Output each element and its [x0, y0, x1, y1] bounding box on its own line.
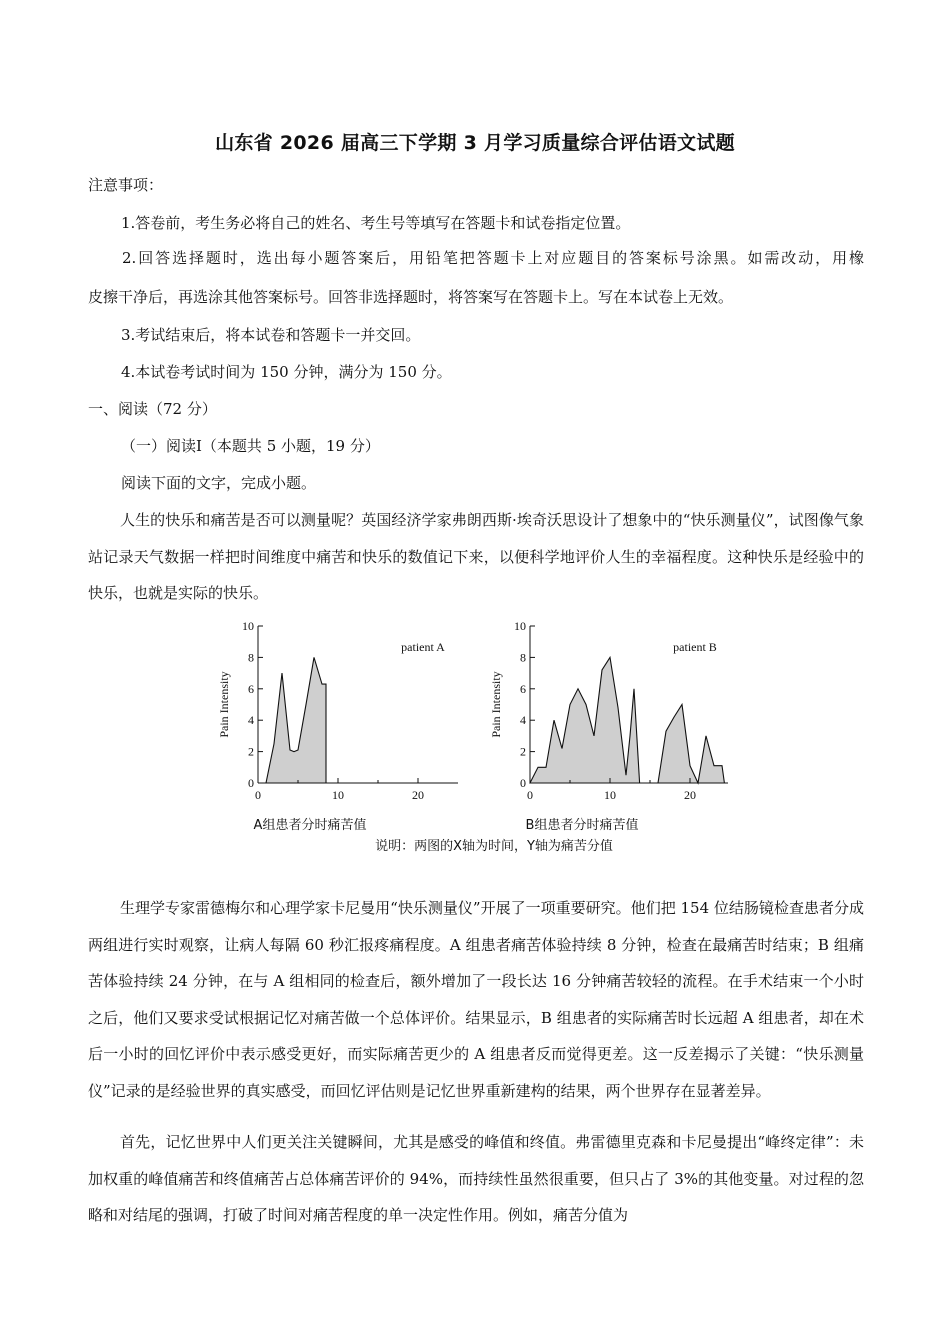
pain-figure	[200, 612, 760, 860]
chart-a-xtick-label: 10	[332, 788, 344, 802]
chart-a-ytick-label: 2	[248, 744, 254, 759]
notice-header: 注意事项：	[88, 176, 164, 194]
chart-a-xtick-label: 20	[412, 788, 424, 802]
chart-b-ytick-label: 6	[520, 681, 526, 696]
chart-a-xlabel: A组患者分时痛苦值	[253, 818, 367, 833]
chart-a-title: patient A	[401, 640, 445, 654]
notice-2-line-2: 皮擦干净后，再选涂其他答案标号。回答非选择题时，将答案写在答题卡上。写在本试卷上无效。	[88, 288, 734, 306]
chart-a-area	[266, 657, 326, 783]
chart-b-xtick-label: 20	[684, 788, 696, 802]
chart-b-ytick-label: 4	[520, 713, 526, 728]
chart-b-ylabel: Pain Intensity	[489, 671, 503, 738]
notice-1: 1.答卷前，考生务必将自己的姓名、考生号等填写在答题卡和试卷指定位置。	[121, 214, 631, 232]
chart-b-ytick-label: 10	[514, 619, 526, 633]
chart-b-title: patient B	[673, 640, 717, 654]
chart-a-ytick-label: 4	[248, 713, 254, 728]
section-heading: 一、阅读（72 分）	[88, 400, 217, 418]
chart-b-xlabel: B组患者分时痛苦值	[525, 818, 639, 833]
subsection-heading: （一）阅读Ⅰ（本题共 5 小题，19 分）	[121, 437, 380, 455]
chart-b-ytick-label: 0	[520, 776, 526, 790]
page-title: 山东省 2026 届高三下学期 3 月学习质量综合评估语文试题	[215, 132, 735, 154]
notice-2-line-1: 2.回答选择题时，选出每小题答案后，用铅笔把答题卡上对应题目的答案标号涂黑。如需改动，用橡	[122, 249, 864, 267]
paragraph-2: 生理学专家雷德梅尔和心理学家卡尼曼用“快乐测量仪”开展了一项重要研究。他们把 154 位结肠镜检查患者分成两组进行实时观察，让病人每隔 60 秒汇报疼痛程度。A 组患者痛苦体验持续 8 分钟，检查在最痛苦时结束；B 组痛苦体验持续 24 分钟，在与 A 组相同的检查后，额外增加了一段长达 16 分钟痛苦较轻的流程。在手术结束一个小时之后，他们又要求受试根据记忆对痛苦做一个总体评价。结果显示，B 组患者的实际痛苦时长远超 A 组患者，却在术后一小时的回忆评价中表示感受更好，而实际痛苦更少的 A 组患者反而觉得更差。这一反差揭示了关键：“快乐测量仪”记录的是经验世界的真实感受，而回忆评估则是记忆世界重新建构的结果，两个世界存在显著差异。	[88, 899, 864, 1100]
chart-note: 说明：两图的X轴为时间，Y轴为痛苦分值	[375, 839, 613, 854]
chart-a-ytick-label: 0	[248, 776, 254, 790]
chart-a-xtick-label: 0	[255, 788, 261, 802]
chart-b-ytick-label: 8	[520, 650, 526, 665]
paragraph-3: 首先，记忆世界中人们更关注关键瞬间，尤其是感受的峰值和终值。弗雷德里克森和卡尼曼提出“峰终定律”：未加权重的峰值痛苦和终值痛苦占总体痛苦评价的 94%，而持续性虽然很重要，但只占了 3%的其他变量。对过程的忽略和对结尾的强调，打破了时间对痛苦程度的单一决定性作用。例如，痛苦分值为	[88, 1133, 864, 1224]
chart-b-ytick-label: 2	[520, 744, 526, 759]
chart-b-xtick-label: 10	[604, 788, 616, 802]
chart-a-ylabel: Pain Intensity	[217, 671, 231, 738]
chart-a-ytick-label: 10	[242, 619, 254, 633]
chart-b-area	[530, 657, 724, 783]
chart-b-xtick-label: 0	[527, 788, 533, 802]
notice-4: 4.本试卷考试时间为 150 分钟，满分为 150 分。	[121, 363, 452, 381]
notice-3: 3.考试结束后，将本试卷和答题卡一并交回。	[121, 326, 421, 344]
pain-charts-svg	[200, 612, 760, 860]
chart-a-ytick-label: 6	[248, 681, 254, 696]
paragraph-1: 人生的快乐和痛苦是否可以测量呢？英国经济学家弗朗西斯·埃奇沃思设计了想象中的“快乐测量仪”，试图像气象站记录天气数据一样把时间维度中痛苦和快乐的数值记下来，以便科学地评价人生的幸福程度。这种快乐是经验中的快乐，也就是实际的快乐。	[88, 511, 864, 602]
instruction: 阅读下面的文字，完成小题。	[121, 474, 317, 492]
chart-a-ytick-label: 8	[248, 650, 254, 665]
